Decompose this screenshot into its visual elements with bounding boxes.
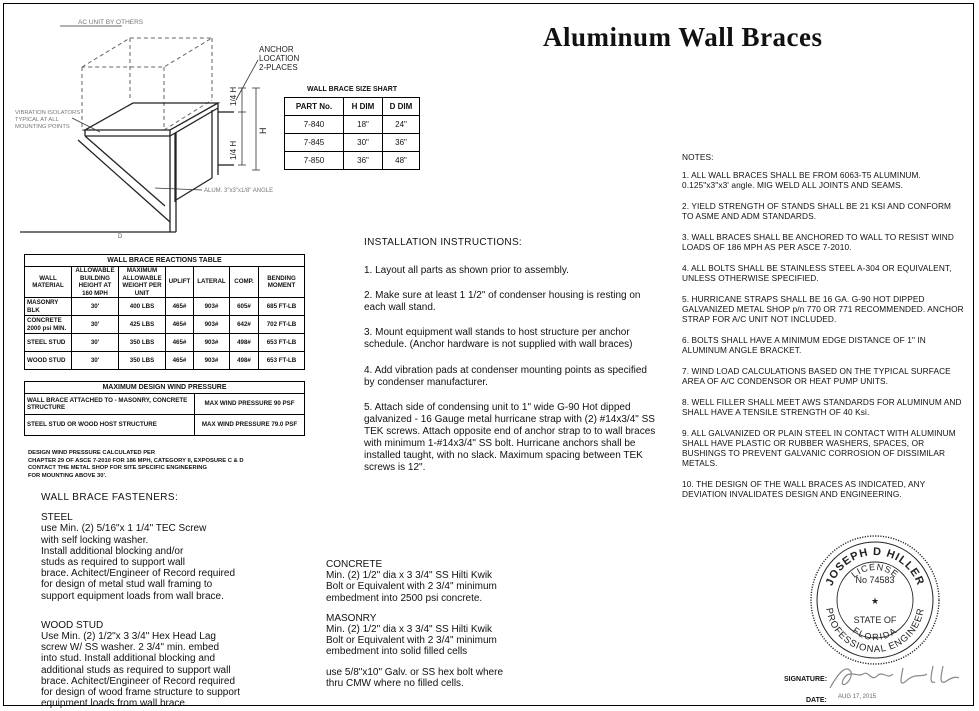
reactions-cell: 425 LBS: [119, 316, 166, 334]
anchor-label-3: 2-PLACES: [259, 63, 298, 72]
reactions-cell: 400 LBS: [119, 298, 166, 316]
reactions-header: MAXIMUM ALLOWABLE WEIGHT PER UNIT: [119, 267, 166, 298]
reactions-cell: 465#: [166, 298, 194, 316]
size-chart-caption: WALL BRACE SIZE SHART: [307, 86, 398, 93]
reactions-cell: 605#: [230, 298, 259, 316]
masonry-extra-line: use 5/8"x10" Galv. or SS hex bolt where: [326, 666, 504, 678]
vibration-label-2: TYPICAL AT ALL: [15, 117, 59, 123]
steel-line: brace. Achitect/Engineer of Record required: [41, 568, 235, 580]
concrete-heading: CONCRETE: [326, 559, 383, 570]
installation-step: 2. Make sure at least 1 1/2" of condenser housing is resting on each wall stand.: [364, 290, 641, 314]
reactions-cell: 465#: [166, 352, 194, 370]
size-cell: 24": [383, 116, 420, 134]
ac-unit-label: AC UNIT BY OTHERS: [78, 19, 144, 26]
design-note-line: DESIGN WIND PRESSURE CALCULATED PER: [28, 450, 156, 456]
table-row: [25, 352, 305, 370]
masonry-heading: MASONRY: [326, 612, 377, 624]
installation-heading: INSTALLATION INSTRUCTIONS:: [364, 237, 522, 248]
wind-cell: MAX WIND PRESSURE 90 PSF: [195, 394, 305, 415]
installation-step: 4. Add vibration pads at condenser mounting points as specified by condenser manufacturer.: [364, 364, 647, 388]
concrete-line: Bolt or Equivalent with 2 3/4" minimum: [326, 581, 497, 593]
wood-line: additional studs as required to support wall: [41, 664, 231, 676]
reactions-cell: 653 FT-LB: [259, 352, 305, 370]
reactions-table: [24, 254, 305, 370]
design-note-line: CHAPTER 29 OF ASCE 7-2010 FOR 186 MPH, CATEGORY II, EXPOSURE C & D: [28, 457, 244, 464]
note-item: 1. ALL WALL BRACES SHALL BE FROM 6063-T5 ALUMINUM. 0.125"x3"x3' angle. MIG WELD ALL JOINTS AND SEAMS.: [682, 170, 921, 190]
reactions-header: ALLOWABLE BUILDING HEIGHT AT 160 MPH: [72, 267, 119, 298]
size-cell: 36": [383, 134, 420, 152]
wind-cell: STEEL STUD OR WOOD HOST STRUCTURE: [25, 415, 195, 436]
table-row: [25, 298, 305, 316]
reactions-header: COMP.: [230, 267, 259, 298]
note-item: 4. ALL BOLTS SHALL BE STAINLESS STEEL A-304 OR EQUIVALENT, UNLESS OTHERWISE SPECIFIED.: [682, 263, 952, 283]
size-cell: 30": [344, 134, 383, 152]
reactions-cell: 903#: [194, 298, 230, 316]
anchor-label-2: LOCATION: [259, 54, 300, 63]
wind-pressure-table: [24, 381, 305, 436]
table-row: [285, 116, 420, 134]
reactions-cell: 350 LBS: [119, 334, 166, 352]
seal-license-label: LICENSE: [849, 561, 901, 580]
size-cell: 18": [344, 116, 383, 134]
reactions-cell: 30': [72, 334, 119, 352]
table-row: [285, 152, 420, 170]
size-chart-table: [284, 97, 420, 170]
seal-state-of: STATE OF: [853, 615, 897, 625]
reactions-header: WALL MATERIAL: [25, 267, 72, 298]
concrete-masonry-section: [326, 559, 551, 689]
installation-step: 1. Layout all parts as shown prior to assembly.: [364, 265, 569, 277]
note-item: 9. ALL GALVANIZED OR PLAIN STEEL IN CONTACT WITH ALUMINUM SHALL HAVE PLASTIC OR RUBBER WASHERS, SPACES, OR BUSHINGS TO PREVENT GALVANIC CORROSION OF DISSIMILAR METALS.: [682, 428, 956, 468]
table-row: [25, 316, 305, 334]
steel-line: studs as required to support wall: [41, 557, 185, 569]
signature-label: SIGNATURE:: [784, 676, 828, 683]
note-item: 3. WALL BRACES SHALL BE ANCHORED TO WALL TO RESIST WIND LOADS OF 186 MPH AS PER ASCE 7-2010.: [682, 232, 954, 252]
note-item: 7. WIND LOAD CALCULATIONS BASED ON THE TYPICAL SURFACE AREA OF A/C CONDENSOR OR HEAT PUMP UNITS.: [682, 366, 951, 386]
dim-d: D: [118, 234, 123, 240]
reactions-cell: 30': [72, 316, 119, 334]
seal-title: PROFESSIONAL ENGINEER: [823, 606, 927, 656]
design-note-line: CONTACT THE METAL SHOP FOR SITE SPECIFIC ENGINEERING: [28, 465, 207, 471]
size-cell: 48": [383, 152, 420, 170]
wind-cell: MAX WIND PRESSURE 79.0 PSF: [195, 415, 305, 436]
date-label: DATE:: [806, 697, 827, 704]
vibration-label-1: VIBRATION ISOLATORS: [15, 110, 81, 116]
concrete-line: Min. (2) 1/2" dia x 3 3/4" SS Hilti Kwik: [326, 570, 493, 582]
reactions-cell: 465#: [166, 334, 194, 352]
installation-instructions: [364, 237, 659, 487]
masonry-line: embedment into solid filled cells: [326, 646, 468, 658]
table-row: [25, 334, 305, 352]
notes-heading: NOTES:: [682, 152, 714, 162]
reactions-cell: 30': [72, 352, 119, 370]
fasteners-heading: WALL BRACE FASTENERS:: [41, 492, 179, 503]
reactions-caption: WALL BRACE REACTIONS TABLE: [25, 255, 305, 267]
wood-line: equipment loads from wall brace.: [41, 698, 188, 710]
note-item: 5. HURRICANE STRAPS SHALL BE 16 GA. G-90 HOT DIPPED GALVANIZED METAL SHOP p/n 770 OR 771 RECOMMENDED. ANCHOR STRAP FOR A/C UNIT NOT INCLUDED.: [682, 294, 964, 324]
signature-date: AUG 17, 2015: [838, 694, 877, 700]
reactions-cell: 642#: [230, 316, 259, 334]
table-row: [25, 415, 305, 436]
engineer-seal: [808, 533, 943, 668]
svg-text:FLORIDA: [851, 625, 899, 642]
wind-caption: MAXIMUM DESIGN WIND PRESSURE: [25, 382, 305, 394]
dim-quarter-bottom: 1/4 H: [229, 140, 238, 160]
vibration-label-3: MOUNTING POINTS: [15, 124, 70, 130]
size-col-h: H DIM: [344, 98, 383, 116]
reactions-cell: STEEL STUD: [25, 334, 72, 352]
reactions-cell: 498#: [230, 352, 259, 370]
dim-h: H: [258, 127, 268, 134]
note-item: 6. BOLTS SHALL HAVE A MINIMUM EDGE DISTANCE OF 1" IN ALUMINUM ANGLE BRACKET.: [682, 335, 926, 355]
reactions-header: LATERAL: [194, 267, 230, 298]
reactions-cell: 702 FT-LB: [259, 316, 305, 334]
reactions-cell: MASONRY BLK: [25, 298, 72, 316]
concrete-line: embedment into 2500 psi concrete.: [326, 592, 483, 604]
wood-line: into stud. Install additional blocking and: [41, 653, 216, 665]
reactions-cell: 498#: [230, 334, 259, 352]
reactions-cell: 903#: [194, 316, 230, 334]
seal-star: ★: [870, 596, 880, 606]
masonry-line: Min. (2) 1/2" dia x 3 3/4" SS Hilti Kwik: [326, 624, 493, 636]
anchor-label-1: ANCHOR: [259, 45, 294, 54]
reactions-cell: 685 FT-LB: [259, 298, 305, 316]
seal-state: FLORIDA: [850, 625, 900, 643]
note-item: 8. WELL FILLER SHALL MEET AWS STANDARDS FOR ALUMINUM AND SHALL HAVE A TENSILE STRENGTH OF 40 Ksi.: [682, 397, 962, 417]
design-note: [28, 450, 244, 480]
steel-line: Install additional blocking and/or: [41, 545, 184, 557]
design-note-line: FOR MOUNTING ABOVE 30'.: [28, 472, 107, 479]
masonry-line: Bolt or Equivalent with 2 3/4" minimum: [326, 635, 497, 647]
installation-step: 3. Mount equipment wall stands to host structure per anchor schedule. (Anchor hardware is not supplied with wall braces): [364, 327, 633, 351]
wood-line: screw W/ SS washer. 2 3/4" min. embed: [41, 642, 220, 654]
reactions-header: BENDING MOMENT: [259, 267, 305, 298]
reactions-cell: WOOD STUD: [25, 352, 72, 370]
reactions-cell: 30': [72, 298, 119, 316]
steel-line: use Min. (2) 5/16"x 1 1/4" TEC Screw: [41, 523, 207, 535]
reactions-header: UPLIFT: [166, 267, 194, 298]
masonry-extra-line: thru CMW where no filled cells.: [326, 677, 464, 689]
steel-line: with self locking washer.: [41, 534, 149, 546]
fasteners-section: [41, 492, 240, 709]
wood-line: Use Min. (2) 1/2"x 3 3/4" Hex Head Lag: [41, 631, 216, 643]
steel-line: support equipment loads from wall brace.: [41, 590, 224, 602]
reactions-cell: 903#: [194, 352, 230, 370]
signature-mark: [825, 660, 965, 696]
steel-line: for design of metal stud wall framing to: [41, 579, 213, 591]
reactions-cell: 653 FT-LB: [259, 334, 305, 352]
size-cell: 36": [344, 152, 383, 170]
notes: [682, 152, 964, 510]
seal-name: JOSEPH D HILLER: [823, 545, 927, 588]
wind-cell: WALL BRACE ATTACHED TO - MASONRY, CONCRETE STRUCTURE: [25, 394, 195, 415]
wall-brace-drawing: [0, 0, 300, 240]
size-cell: 7-850: [285, 152, 344, 170]
reactions-cell: 465#: [166, 316, 194, 334]
wood-line: for design of wood frame structure to support: [41, 687, 240, 699]
note-item: 2. YIELD STRENGTH OF STANDS SHALL BE 21 KSI AND CONFORM TO ASME AND ADM STANDARDS.: [682, 201, 952, 221]
table-row: [285, 134, 420, 152]
seal-license-no: No 74583: [855, 575, 895, 585]
dim-quarter-top: 1/4 H: [229, 86, 238, 106]
angle-label: ALUM. 3"x3"x1/8" ANGLE: [204, 188, 274, 194]
installation-step: 5. Attach side of condensing unit to 1" wide G-90 Hot dipped galvanized - 16 Gauge metal hurricane strap with (2) #14x3/4" SS TEK screws. Attach opposite end of anchor strap to to wall braces with minimum 1-#14x3/4" SS bolt. Hurricane anchors shall be installed taught, with no slack. Maximum spacing between TEK screws is 12".: [364, 401, 656, 474]
reactions-cell: 903#: [194, 334, 230, 352]
size-col-part: PART No.: [285, 98, 344, 116]
table-row: [25, 394, 305, 415]
reactions-cell: 350 LBS: [119, 352, 166, 370]
wood-heading: WOOD STUD: [41, 619, 104, 631]
steel-heading: STEEL: [41, 512, 73, 524]
note-item: 10. THE DESIGN OF THE WALL BRACES AS INDICATED, ANY DEVIATION INVALIDATES DESIGN AND ENGINEERING.: [682, 479, 926, 499]
size-col-d: D DIM: [383, 98, 420, 116]
wood-line: brace. Achitect/Engineer of Record required: [41, 675, 235, 687]
size-cell: 7-845: [285, 134, 344, 152]
page-title: Aluminum Wall Braces: [543, 22, 823, 52]
size-cell: 7-840: [285, 116, 344, 134]
reactions-cell: CONCRETE 2000 psi MIN.: [25, 316, 72, 334]
